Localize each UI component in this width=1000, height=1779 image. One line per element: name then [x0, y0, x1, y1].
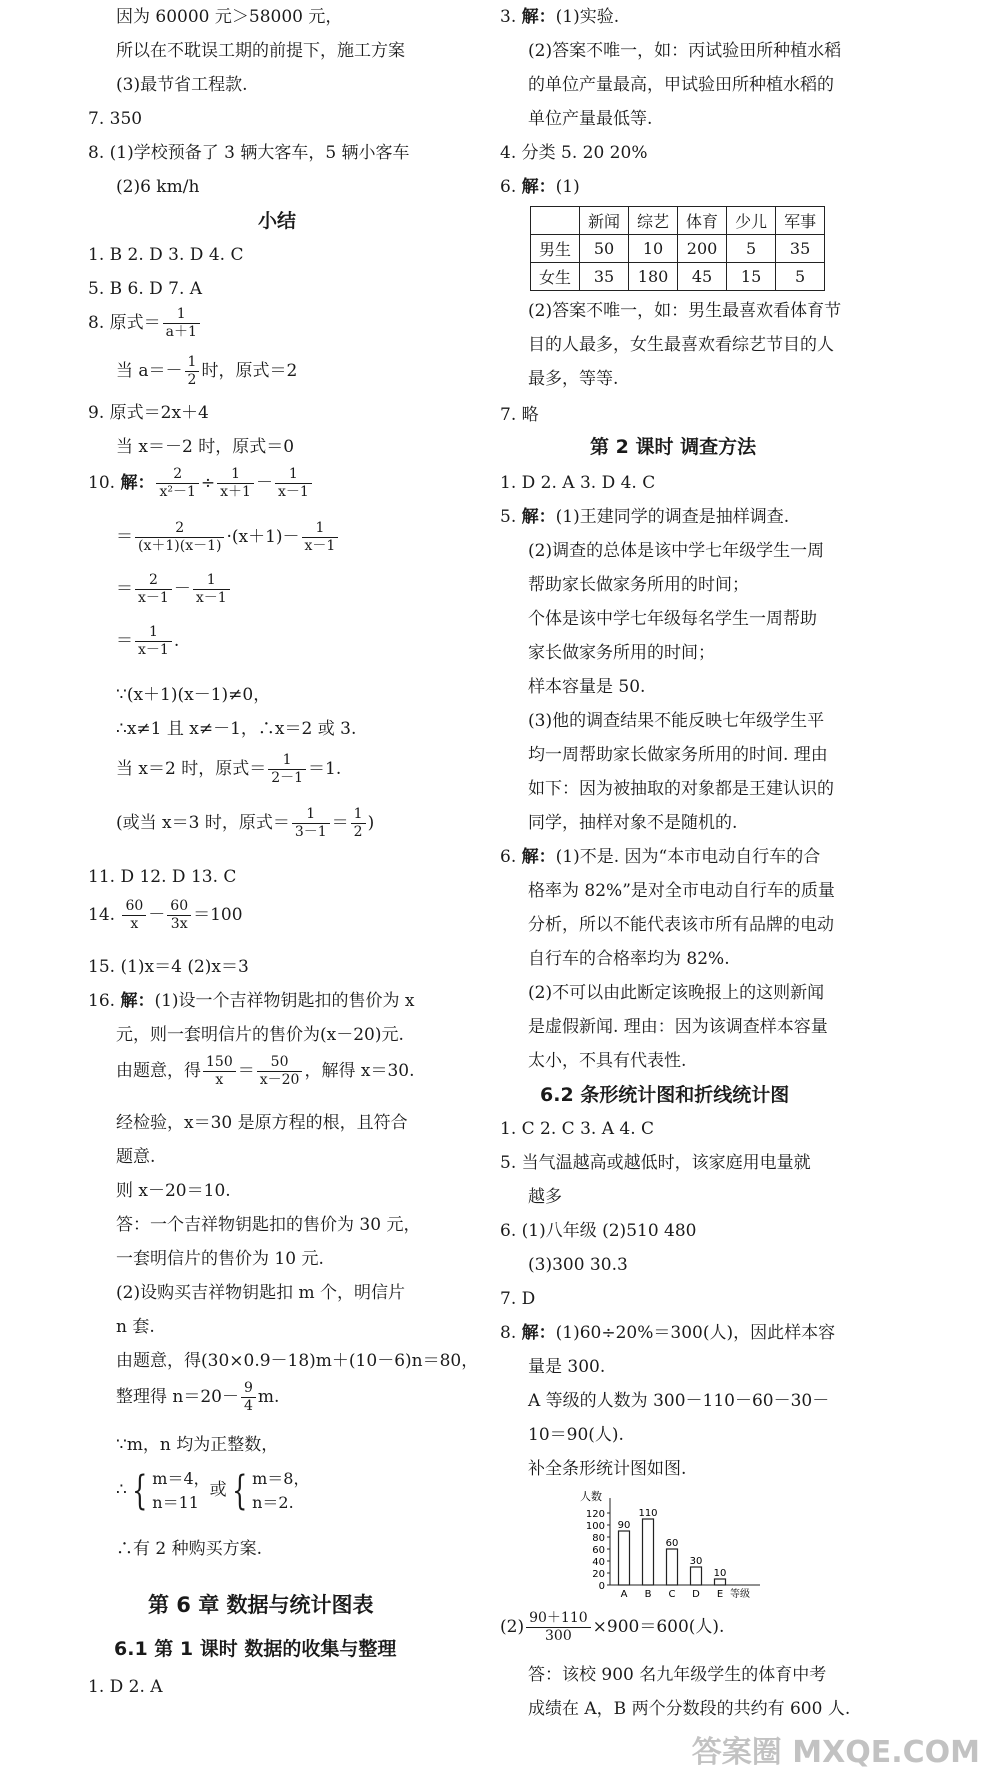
text-line: ∵m，n 均为正整数， [116, 1435, 279, 1455]
text-line: 个体是该中学七年级每名学生一周帮助 [528, 609, 817, 629]
text-line: 由题意，得(30×0.9－18)m＋(10－6)n＝80， [116, 1351, 479, 1371]
text-line: 家长做家务所用的时间； [528, 643, 715, 663]
answer-q14: 14. $\frac{60}{x}$ － $\frac{60}{3x}$ ＝100 [88, 898, 243, 932]
table-header-row [531, 207, 825, 235]
answer-3: 3. 解：(1)实验. [500, 7, 620, 27]
y-tick-label: 20 [592, 1569, 605, 1580]
answer-6b: 6. 解：(1)不是. 因为“本市电动自行车的合 [500, 847, 821, 867]
math-step: (或当 x＝3 时，原式＝ $\frac{1}{3-1}$ ＝ $\frac{1}{2}$ ) [116, 806, 375, 840]
table-row [531, 263, 825, 291]
bar-value-label: 60 [665, 1538, 679, 1549]
text-line: 答：该校 900 名九年级学生的体育中考 [528, 1665, 827, 1685]
text-line: 同学，抽样对象不是随机的. [528, 813, 738, 833]
math-step: ＝ $\frac{1}{x-1}$ . [116, 624, 180, 658]
text-line: (3)他的调查结果不能反映七年级学生平 [528, 711, 825, 731]
text-line: 最多，等等. [528, 369, 619, 389]
text-line: 太小，不具有代表性. [528, 1051, 687, 1071]
answers-11-13: 11. D 12. D 13. C [88, 867, 237, 887]
math-step: ＝ $\frac{2}{(x+1)(x-1)}$ ·(x＋1)－ $\frac{1}{x-1}$ [116, 520, 340, 555]
table-cell: 体育 [678, 207, 727, 235]
bar-value-label: 10 [713, 1568, 727, 1579]
text-line: 帮助家长做家务所用的时间； [528, 575, 749, 595]
text-line: (3)最节省工程款. [116, 75, 248, 95]
equation-system: ∴ { m＝4， n＝11 或 { m＝8， n＝2. [116, 1467, 310, 1514]
text-line: 一套明信片的售价为 10 元. [116, 1249, 324, 1269]
bar-D [691, 1567, 702, 1585]
math-step: ∵(x＋1)(x－1)≠0， [116, 685, 271, 705]
text-line: 分析，所以不能代表该市所有品牌的电动 [528, 915, 834, 935]
text-line: 当 x＝－2 时，原式＝0 [116, 437, 295, 457]
bar-chart [570, 1490, 800, 1600]
y-tick-label: 60 [592, 1545, 605, 1556]
text-line: (2)答案不唯一，如：丙试验田所种植水稻 [528, 41, 842, 61]
math-step: ＝ $\frac{2}{x-1}$ － $\frac{1}{x-1}$ [116, 572, 232, 607]
math-step: 由题意，得 $\frac{150}{x}$ ＝ $\frac{50}{x-20}$ ，解得 x＝30. [116, 1054, 415, 1088]
table-cell: 男生 [531, 235, 580, 263]
x-axis-label: 等级 [730, 1589, 750, 1600]
table-cell: 综艺 [629, 207, 678, 235]
text-line: 是虚假新闻. 理由：因为该调查样本容量 [528, 1017, 828, 1037]
text-line: (3)300 30.3 [528, 1255, 628, 1275]
y-tick-label: 100 [585, 1521, 605, 1532]
answer-q9: 9. 原式＝2x＋4 [88, 403, 209, 423]
text-line: 自行车的合格率均为 82%. [528, 949, 730, 969]
bar-value-label: 110 [638, 1508, 658, 1519]
table-cell: 180 [629, 263, 678, 291]
table-cell: 15 [727, 263, 776, 291]
section-title: 6.1 第 1 课时 数据的收集与整理 [114, 1638, 397, 1660]
text-line: 量是 300. [528, 1357, 606, 1377]
text-line: 补全条形统计图如图. [528, 1459, 687, 1479]
table-cell: 军事 [776, 207, 825, 235]
math-step: ∴x≠1 且 x≠－1，∴x＝2 或 3. [116, 719, 357, 739]
answer-q10: 10. 解： $\frac{2}{\text{x²－1}}$ ÷ $\frac{1}{x+1}$ － $\frac{1}{x-1}$ [88, 466, 314, 501]
text-line: 如下：因为被抽取的对象都是王建认识的 [528, 779, 834, 799]
answer-q8-b: 当 a＝－ $\frac{1}{2}$ 时，原式＝2 [116, 354, 298, 388]
answer-q8: 8. 原式＝ $\frac{1}{a+1}$ [88, 306, 202, 341]
bar-C [667, 1549, 678, 1585]
math-step: 当 x＝2 时，原式＝ $\frac{1}{2-1}$ ＝1. [116, 752, 342, 786]
y-tick-label: 40 [592, 1557, 605, 1568]
text-line: 则 x－20＝10. [116, 1181, 231, 1201]
answer-7: 7. D [500, 1289, 536, 1309]
answer-5: 5. 当气温越高或越低时，该家庭用电量就 [500, 1153, 811, 1173]
bar-value-label: 90 [617, 1520, 631, 1531]
answer-q15: 15. (1)x＝4 (2)x＝3 [88, 957, 249, 977]
text-line: (2)不可以由此断定该晚报上的这则新闻 [528, 983, 825, 1003]
answers-1-2: 1. D 2. A [88, 1677, 163, 1697]
text-line: (2)调查的总体是该中学七年级学生一周 [528, 541, 825, 561]
answer-8: 8. (1)学校预备了 3 辆大客车，5 辆小客车 [88, 143, 410, 163]
answers-1-4: 1. B 2. D 3. D 4. C [88, 245, 244, 265]
table-cell: 45 [678, 263, 727, 291]
answers-5-7: 5. B 6. D 7. A [88, 279, 203, 299]
bar-B [643, 1519, 654, 1585]
text-line: (2)设购买吉祥物钥匙扣 m 个，明信片 [116, 1283, 406, 1303]
table-cell [531, 207, 580, 235]
table-cell: 200 [678, 235, 727, 263]
bar-E [715, 1579, 726, 1585]
text-line: 均一周帮助家长做家务所用的时间. 理由 [528, 745, 828, 765]
table-cell: 35 [580, 263, 629, 291]
section-title-summary: 小结 [258, 210, 297, 232]
text-line: 所以在不耽误工期的前提下，施工方案 [116, 41, 405, 61]
y-tick-label: 80 [592, 1533, 605, 1544]
table-cell: 5 [776, 263, 825, 291]
text-line: 答：一个吉祥物钥匙扣的售价为 30 元， [116, 1215, 421, 1235]
y-axis-label: 人数 [580, 1490, 602, 1503]
section-title: 6.2 条形统计图和折线统计图 [540, 1084, 790, 1106]
x-tick-label: D [692, 1589, 700, 1600]
answer-5: 5. 解：(1)王建同学的调查是抽样调查. [500, 507, 790, 527]
text-line: 目的人最多，女生最喜欢看综艺节目的人 [528, 335, 834, 355]
math-step: 整理得 n＝20－ $\frac{9}{4}$ m. [116, 1380, 280, 1414]
answers-1-4: 1. C 2. C 3. A 4. C [500, 1119, 655, 1139]
text-line: 的单位产量最高，甲试验田所种植水稻的 [528, 75, 834, 95]
text-line: 因为 60000 元＞58000 元， [116, 7, 343, 27]
fraction: $\frac{1}{2}$ [185, 354, 200, 389]
table-cell: 女生 [531, 263, 580, 291]
lesson-title: 第 2 课时 调查方法 [590, 436, 757, 458]
x-tick-label: E [716, 1589, 724, 1600]
text-line: 格率为 82%”是对全市电动自行车的质量 [528, 881, 835, 901]
answers-1-4: 1. D 2. A 3. D 4. C [500, 473, 656, 493]
y-tick-label: 0 [598, 1581, 605, 1592]
answer-q16: 16. 解：(1)设一个吉祥物钥匙扣的售价为 x [88, 991, 415, 1011]
text-line: (2)答案不唯一，如：男生最喜欢看体育节 [528, 301, 842, 321]
table-cell: 50 [580, 235, 629, 263]
answer-8: 8. 解：(1)60÷20%＝300(人)，因此样本容 [500, 1323, 836, 1343]
table-cell: 5 [727, 235, 776, 263]
text-line: A 等级的人数为 300－110－60－30－ [528, 1391, 830, 1411]
watermark: 答案圈 MXQE.COM [691, 1735, 980, 1770]
table-cell: 10 [629, 235, 678, 263]
answer-7: 7. 略 [500, 405, 539, 425]
text-line: 样本容量是 50. [528, 677, 646, 697]
answer-6: 6. (1)八年级 (2)510 480 [500, 1221, 697, 1241]
text-line: 成绩在 A，B 两个分数段的共约有 600 人. [528, 1699, 851, 1719]
table-cell: 少儿 [727, 207, 776, 235]
table-cell: 新闻 [580, 207, 629, 235]
text-line: n 套. [116, 1317, 155, 1337]
text-line: 10＝90(人). [528, 1425, 624, 1445]
x-tick-label: C [668, 1589, 676, 1600]
bar-A [619, 1531, 630, 1585]
text-line: 经检验，x＝30 是原方程的根，且符合 [116, 1113, 408, 1133]
bar-value-label: 30 [689, 1556, 703, 1567]
y-tick-label: 120 [585, 1509, 605, 1520]
table-row [531, 235, 825, 263]
text-line: (2)6 km/h [116, 177, 200, 197]
text-line: 元，则一套明信片的售价为(x－20)元. [116, 1025, 404, 1045]
text-line: 越多 [528, 1187, 562, 1207]
x-tick-label: B [644, 1589, 652, 1600]
answer-6: 6. 解：(1) [500, 177, 580, 197]
text-line: 单位产量最低等. [528, 109, 653, 129]
text-line: 题意. [116, 1147, 156, 1167]
answers-4-5: 4. 分类 5. 20 20% [500, 143, 648, 163]
answer-7: 7. 350 [88, 109, 143, 129]
x-tick-label: A [620, 1589, 628, 1600]
answer-8-part2: (2) $\frac{90+110}{300}$ ×900＝600(人). [500, 1610, 725, 1644]
text-line: ∴有 2 种购买方案. [116, 1539, 263, 1559]
chapter-title: 第 6 章 数据与统计图表 [148, 1593, 374, 1617]
fraction: $\frac{1}{a+1}$ [163, 306, 200, 341]
table-cell: 35 [776, 235, 825, 263]
tv-preference-table [530, 206, 825, 291]
